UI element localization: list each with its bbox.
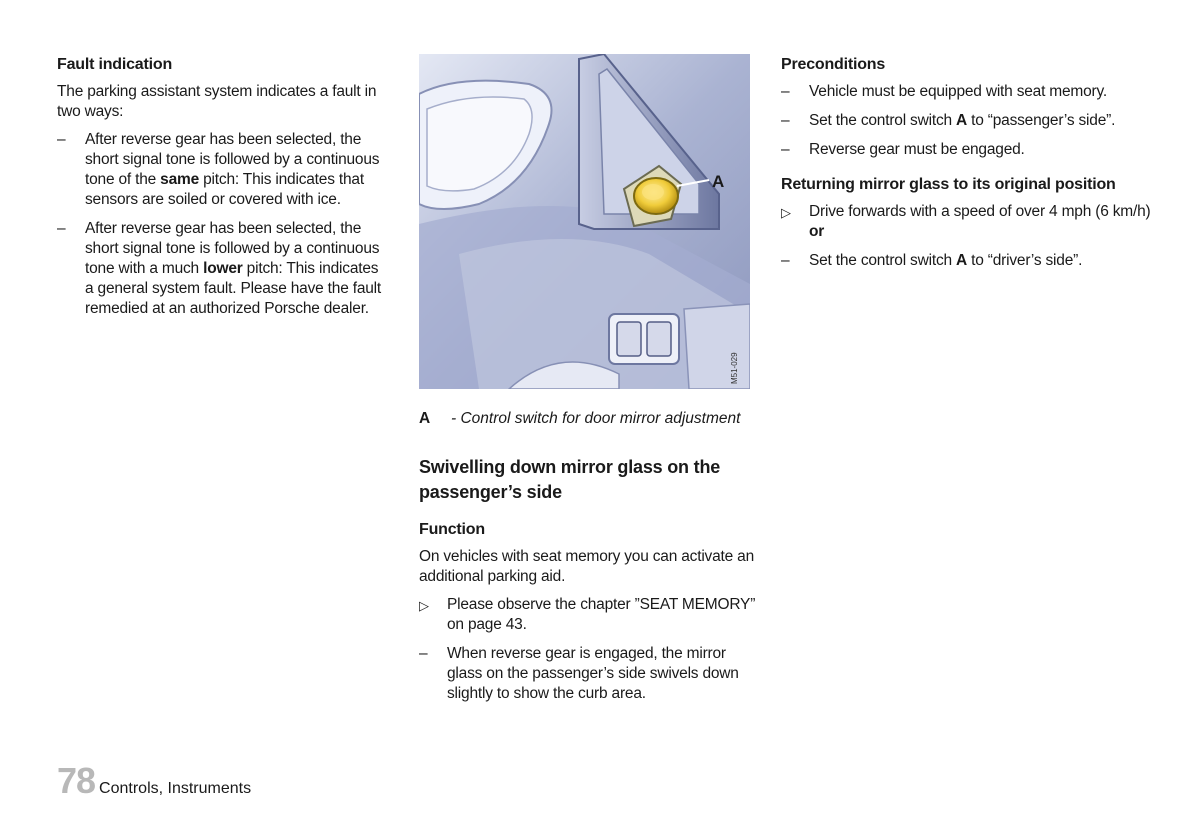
item-text: When reverse gear is engaged, the mirror glass on the passenger’s side swivels down slightly to show the curb area. xyxy=(447,645,739,702)
left-column xyxy=(57,56,387,328)
item-text: Please observe the chapter ”SEAT MEMORY” on page 43. xyxy=(447,596,756,633)
item-text: Set the control switch xyxy=(809,112,957,129)
item-text: to “driver’s side”. xyxy=(967,252,1083,269)
item-text: Set the control switch xyxy=(809,252,957,269)
page-footer xyxy=(57,760,251,800)
page-number: 78 xyxy=(57,760,96,801)
function-intro: On vehicles with seat memory you can activate an additional parking aid. xyxy=(419,548,755,585)
item-bold: same xyxy=(160,171,200,188)
item-text: Vehicle must be equipped with seat memory. xyxy=(809,83,1108,100)
mirror-switch-illustration xyxy=(419,54,750,389)
item-bold: or xyxy=(809,223,825,240)
returning-list xyxy=(781,202,1151,271)
function-heading: Function xyxy=(419,521,485,538)
list-item xyxy=(419,644,759,704)
list-item xyxy=(781,111,1151,131)
dash-marker: – xyxy=(57,131,66,148)
preconditions-heading: Preconditions xyxy=(781,56,886,73)
list-item xyxy=(781,251,1151,271)
caption-key: A xyxy=(419,410,431,427)
list-item xyxy=(57,219,387,319)
callout-label-a: A xyxy=(712,172,725,191)
item-text: pitch: This indicates a general system fault. Please have the fault remedied at an authorized Porsche dealer. xyxy=(85,260,382,317)
item-text: Drive forwards with a speed of over 4 mph (6 km/h) xyxy=(809,203,1151,220)
figure-code: M51-029 xyxy=(730,352,739,384)
item-text: After reverse gear has been selected, the short signal tone is followed by a continuous tone of the xyxy=(85,131,380,188)
dash-marker: – xyxy=(781,252,790,269)
dash-marker: – xyxy=(781,112,790,129)
middle-column xyxy=(419,455,759,713)
list-item xyxy=(781,140,1151,160)
triangle-marker-icon: ▷ xyxy=(419,598,429,613)
item-text: pitch: This indicates that sensors are soiled or covered with ice. xyxy=(85,171,364,208)
item-bold: A xyxy=(956,252,968,269)
dash-marker: – xyxy=(57,220,66,237)
fault-list xyxy=(57,130,387,319)
list-item xyxy=(781,82,1151,102)
dash-marker: – xyxy=(781,83,790,100)
triangle-marker-icon: ▷ xyxy=(781,205,791,220)
door-panel-drawing xyxy=(419,54,750,389)
item-text: Reverse gear must be engaged. xyxy=(809,141,1025,158)
figure-caption xyxy=(419,409,759,429)
item-bold: A xyxy=(956,112,968,129)
function-list xyxy=(419,595,759,704)
list-item xyxy=(781,202,1151,242)
returning-heading: Returning mirror glass to its original position xyxy=(781,176,1116,193)
section-title: Controls, Instruments xyxy=(99,780,252,797)
right-column xyxy=(781,56,1151,280)
list-item xyxy=(57,130,387,210)
dash-marker: – xyxy=(419,645,428,662)
dash-marker: – xyxy=(781,141,790,158)
preconditions-list xyxy=(781,82,1151,160)
item-text: to “passenger’s side”. xyxy=(967,112,1116,129)
caption-description: - Control switch for door mirror adjustment xyxy=(451,410,741,427)
list-item xyxy=(419,595,759,635)
fault-indication-intro: The parking assistant system indicates a fault in two ways: xyxy=(57,83,377,120)
item-bold: lower xyxy=(203,260,243,277)
fault-indication-heading: Fault indication xyxy=(57,56,173,73)
item-text: After reverse gear has been selected, the short signal tone is followed by a continuous tone with a much xyxy=(85,220,380,277)
swivel-heading: Swivelling down mirror glass on the passenger’s side xyxy=(419,457,721,502)
